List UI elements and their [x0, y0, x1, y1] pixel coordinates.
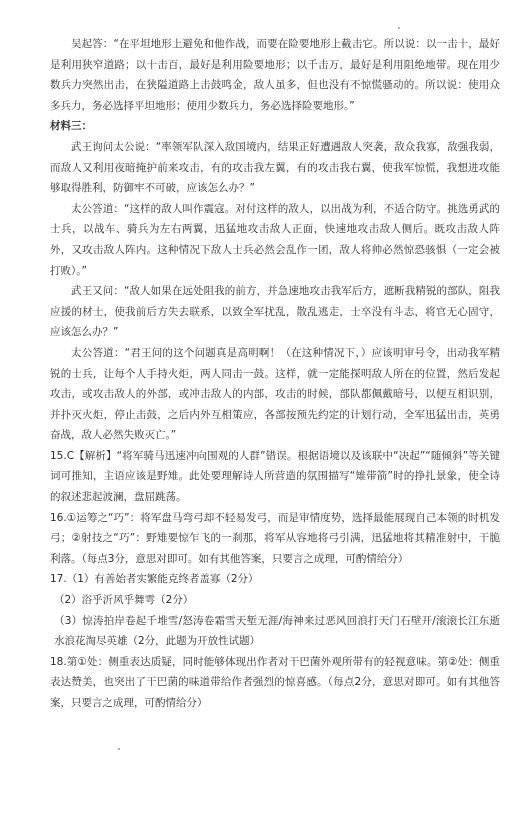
scan-speck	[398, 27, 400, 29]
answer-17-3: （3）惊涛拍岸卷起千堆雪/怒涛卷霜雪天堑无涯/海神来过恶风回浪打天门石壁开/滚滚长江东逝水浪花淘尽英雄（2分，此题为开放性试题）	[54, 614, 500, 648]
passage-paragraph-2: 武王询问太公说：“率领军队深入敌国境内，结果正好遭遇敌人突袭，敌众我寡，敌强我弱，而敌人又利用夜暗掩护前来攻击，有的攻击我左翼，有的攻击我右翼，使我军惊慌，我想进攻能够取得胜利，防御牢不可破，应该怎么办？”	[50, 140, 500, 195]
passage-paragraph-4: 武王又问：“敌人如果在远处阻我的前方，并急速地攻击我军后方，遮断我精锐的部队，阻我应援的材士，使我前后方失去联系，以致全军扰乱，散乱逃走，士卒没有斗志，将官无心固守，应该怎么办？”	[50, 285, 500, 339]
answer-16: 16.①运筹之“巧”：将军盘马弯弓却不轻易发弓，而是审情度势，选择最能展现自己本领的时机发弓；②射技之“巧”：野雉要惊乍飞的一刹那，将军从容地将弓引满，迅猛地将其精准射中，干脆利落。（每点3分，意思对即可。如有其他答案，只要言之成理，可酌情给分）	[50, 511, 500, 565]
passage-paragraph-3: 太公答道：“这样的敌人叫作震寇。对付这样的敌人，以出战为利，不适合防守。挑选勇武的士兵，以战车、骑兵为左右两翼，迅猛地攻击敌人正面，快速地攻击敌人侧后。既攻击敌人阵外，又攻击敌人阵内。这种情况下敌人士兵必然会乱作一团，敌人将帅必然惊恐骇惧（一定会被打败）。”	[50, 202, 500, 277]
answer-17-1: 17.（1）有善始者实繁能克终者盖寡（2分）	[50, 573, 259, 586]
passage-paragraph-5: 太公答道：“君王问的这个问题真是高明啊！（在这种情况下，）应该明审号令，出动我军精锐的士兵，让每个人手持火炬，两人同击一鼓。这样，就一定能探明敌人所在的位置，然后发起攻击，或攻击敌人的外部，或冲击敌人的内部，攻击的时候，部队都佩戴暗号，以便互相识别，并扑灭火炬，停止击鼓，之后内外互相策应，各部按预先约定的计划行动，全军迅猛出击，英勇奋战，敌人必然失败灭亡。”	[50, 346, 500, 442]
section-heading: 材料三：	[50, 120, 92, 133]
scan-speck	[118, 748, 120, 750]
passage-paragraph-1: 吴起答：“在平坦地形上避免和他作战，而要在险要地形上截击它。所以说：以一击十，最好是利用狭窄道路；以十击百，最好是利用险要地形；以千击万，最好是利用阻绝地带。现在用少数兵力突然出击，在狭隘道路上击鼓鸣金，敌人虽多，但也没有不惊慌骚动的。所以说：使用众多兵力，务必选择平坦地形；使用少数兵力，务必选择险要地形。”	[50, 38, 500, 112]
answer-18: 18.第①处：侧重表达质疑，同时能够体现出作者对干巴菌外观所带有的轻视意味。第②处：侧重表达赞美，也突出了干巴菌的味道带给作者强烈的惊喜感。（每点2分，意思对即可。如有其他答案，只要言之成理，可酌情给分）	[50, 655, 500, 709]
answer-15: 15.C【解析】“将军骑马迅速冲向围观的人群”错误。根据语境以及该联中“决起”“随倾斜”等关键词可推知，主语应该是野雉。此处要理解诗人所营造的氛围描写“雉带箭”时的挣扎景象，使全诗的叙述悲起波澜，盘屈跳荡。	[50, 449, 500, 504]
answer-17-2: （2）浴乎沂风乎舞雩（2分）	[54, 594, 194, 607]
